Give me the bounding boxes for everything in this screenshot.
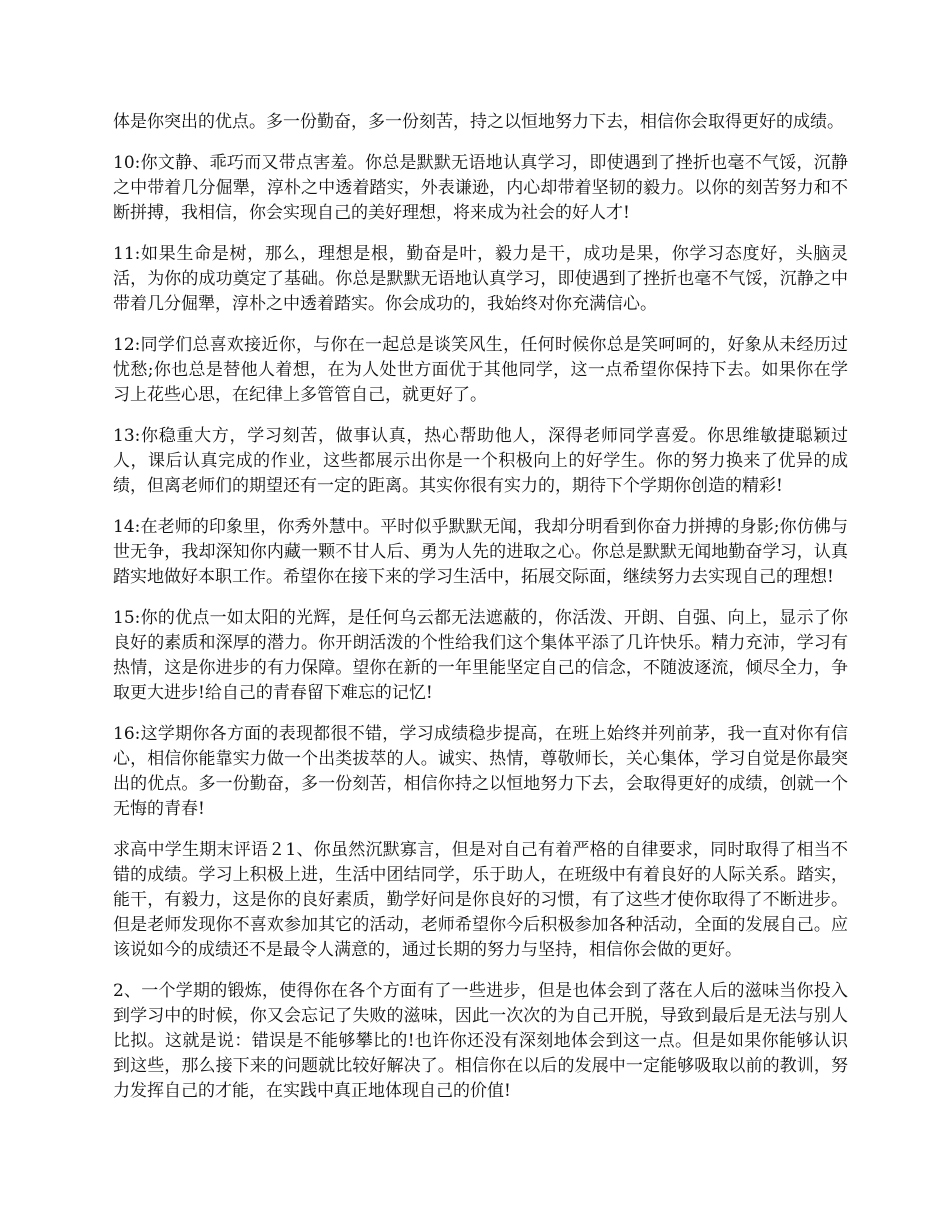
paragraph: 求高中学生期末评语２1、你虽然沉默寡言，但是对自己有着严格的自律要求，同时取得了相当不错的成绩。学习上积极上进，生活中团结同学，乐于助人，在班级中有着良好的人际关系。踏实，能干，有毅力，这是你的良好素质，勤学好问是你良好的习惯，有了这些才使你取得了不断进步。但是老师发现你不喜欢参加其它的活动，老师希望你今后积极参加各种活动，全面的发展自己。应该说如今的成绩还不是最令人满意的，通过长期的努力与坚持，相信你会做的更好。 xyxy=(113,840,848,960)
paragraph: 12:同学们总喜欢接近你，与你在一起总是谈笑风生，任何时候你总是笑呵呵的，好象从未经历过忧愁;你也总是替他人着想，在为人处世方面优于其他同学，这一点希望你保持下去。如果你在学习上花些心思，在纪律上多管管自己，就更好了。 xyxy=(113,335,848,405)
paragraph: 14:在老师的印象里，你秀外慧中。平时似乎默默无闻，我却分明看到你奋力拼搏的身影;你仿佛与世无争，我却深知你内藏一颗不甘人后、勇为人先的进取之心。你总是默默无闻地勤奋学习，认真踏实地做好本职工作。希望你在接下来的学习生活中，拓展交际面，继续努力去实现自己的理想! xyxy=(113,517,848,587)
paragraph: 13:你稳重大方，学习刻苦，做事认真，热心帮助他人，深得老师同学喜爱。你思维敏捷聪颖过人，课后认真完成的作业，这些都展示出你是一个积极向上的好学生。你的努力换来了优异的成绩，但离老师们的期望还有一定的距离。其实你很有实力的，期待下个学期你创造的精彩! xyxy=(113,426,848,496)
paragraph: 2、一个学期的锻炼，使得你在各个方面有了一些进步，但是也体会到了落在人后的滋味当你投入到学习中的时候，你又会忘记了失败的滋味，因此一次次的为自己开脱，导致到最后是无法与别人比拟。这就是说：错误是不能够攀比的!也许你还没有深刻地体会到这一点。但是如果你能够认识到这些，那么接下来的问题就比较好解决了。相信你在以后的发展中一定能够吸取以前的教训，努力发挥自己的才能，在实践中真正地体现自己的价值! xyxy=(113,981,848,1101)
paragraph: 16:这学期你各方面的表现都很不错，学习成绩稳步提高，在班上始终并列前茅，我一直对你有信心，相信你能靠实力做一个出类拔萃的人。诚实、热情，尊敬师长，关心集体，学习自觉是你最突出的优点。多一份勤奋，多一份刻苦，相信你持之以恒地努力下去，会取得更好的成绩，创就一个无悔的青春! xyxy=(113,724,848,819)
paragraph: 15:你的优点一如太阳的光辉，是任何乌云都无法遮蔽的，你活泼、开朗、自强、向上，显示了你良好的素质和深厚的潜力。你开朗活泼的个性给我们这个集体平添了几许快乐。精力充沛，学习有热情，这是你进步的有力保障。望你在新的一年里能坚定自己的信念，不随波逐流，倾尽全力，争取更大进步!给自己的青春留下难忘的记忆! xyxy=(113,608,848,703)
document-body xyxy=(113,110,848,1120)
paragraph: 10:你文静、乖巧而又带点害羞。你总是默默无语地认真学习，即使遇到了挫折也毫不气馁，沉静之中带着几分倔犟，淳朴之中透着踏实，外表谦逊，内心却带着坚韧的毅力。以你的刻苦努力和不断拼搏，我相信，你会实现自己的美好理想，将来成为社会的好人才! xyxy=(113,153,848,223)
paragraph: 11:如果生命是树，那么，理想是根，勤奋是叶，毅力是干，成功是果，你学习态度好，头脑灵活，为你的成功奠定了基础。你总是默默无语地认真学习，即使遇到了挫折也毫不气馁，沉静之中带着几分倔犟，淳朴之中透着踏实。你会成功的，我始终对你充满信心。 xyxy=(113,244,848,314)
paragraph: 体是你突出的优点。多一份勤奋，多一份刻苦，持之以恒地努力下去，相信你会取得更好的成绩。 xyxy=(113,112,844,132)
